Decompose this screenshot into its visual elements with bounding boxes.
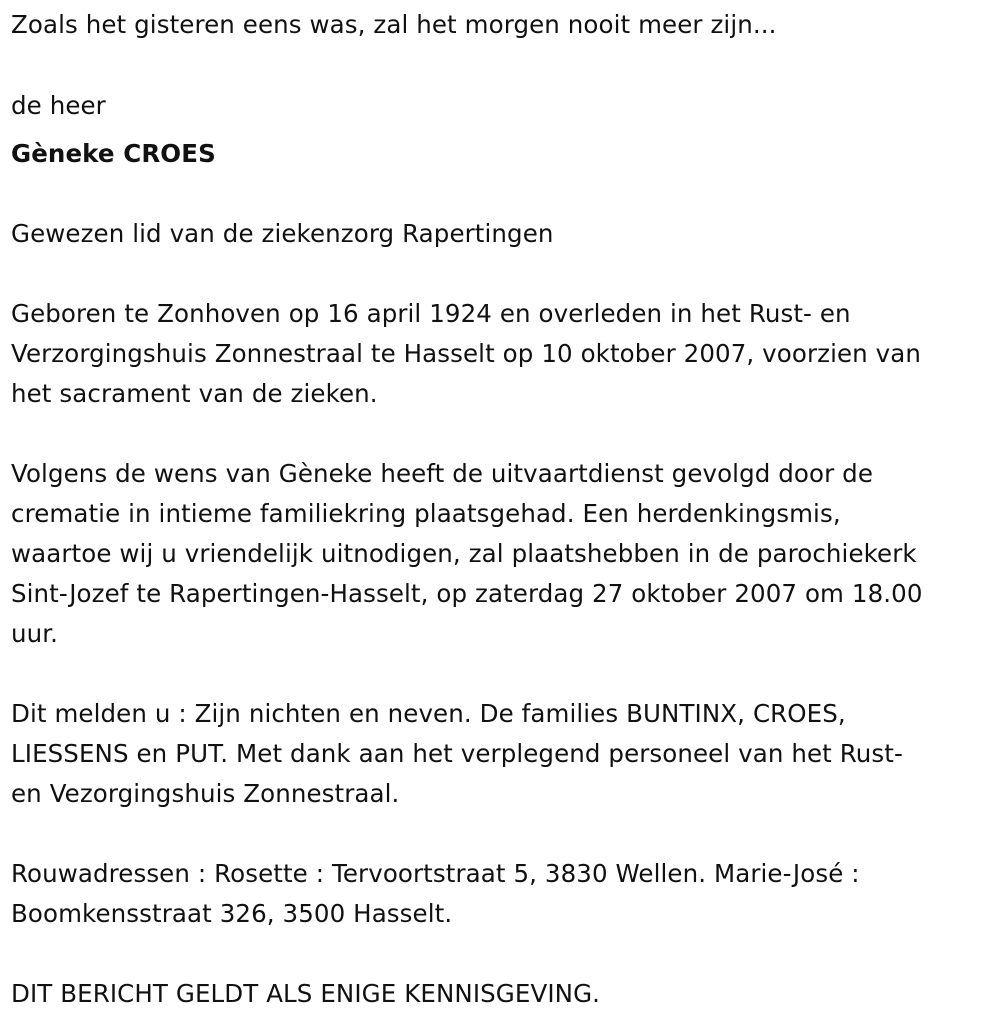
role-line: Gewezen lid van de ziekenzorg Rapertingen [11, 219, 554, 248]
ceremony-line-1: Volgens de wens van Gèneke heeft de uitvaartdienst gevolgd door de [11, 459, 873, 488]
announcement-line-2: LIESSENS en PUT. Met dank aan het verplegend personeel van het Rust- [11, 739, 903, 768]
announcement-line-1: Dit melden u : Zijn nichten en neven. De families BUNTINX, CROES, [11, 699, 846, 728]
birth-death-line-3: het sacrament van de zieken. [11, 379, 378, 408]
birth-death-line-1: Geboren te Zonhoven op 16 april 1924 en overleden in het Rust- en [11, 299, 851, 328]
addresses-line-1: Rouwadressen : Rosette : Tervoortstraat 5, 3830 Wellen. Marie-José : [11, 859, 860, 888]
closing-line: DIT BERICHT GELDT ALS ENIGE KENNISGEVING. [11, 979, 601, 1008]
ceremony-line-3: waartoe wij u vriendelijk uitnodigen, zal plaatshebben in de parochiekerk [11, 539, 917, 568]
birth-death-line-2: Verzorgingshuis Zonnestraal te Hasselt op 10 oktober 2007, voorzien van [11, 339, 922, 368]
deceased-name: Gèneke CROES [11, 139, 216, 168]
addresses-line-2: Boomkensstraat 326, 3500 Hasselt. [11, 899, 453, 928]
salutation: de heer [11, 91, 106, 120]
ceremony-line-2: crematie in intieme familiekring plaatsgehad. Een herdenkingsmis, [11, 499, 841, 528]
announcement-line-3: en Vezorgingshuis Zonnestraal. [11, 779, 400, 808]
ceremony-line-5: uur. [11, 619, 59, 648]
ceremony-line-4: Sint-Jozef te Rapertingen-Hasselt, op zaterdag 27 oktober 2007 om 18.00 [11, 579, 923, 608]
opening-line: Zoals het gisteren eens was, zal het morgen nooit meer zijn... [11, 10, 777, 39]
